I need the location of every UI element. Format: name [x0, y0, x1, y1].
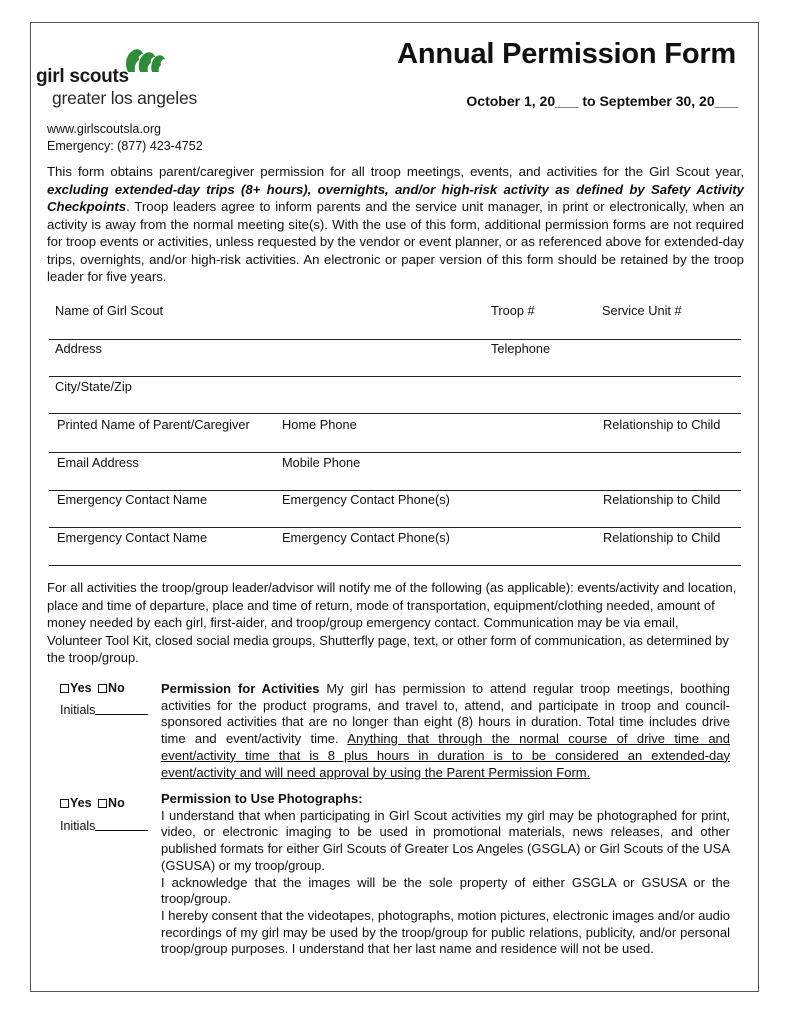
field-line-address[interactable]: [49, 376, 741, 377]
photos-no-checkbox[interactable]: [98, 799, 107, 808]
label-parent-name: Printed Name of Parent/Caregiver: [57, 417, 250, 432]
field-line-city[interactable]: [49, 413, 741, 414]
activities-no-checkbox[interactable]: [98, 684, 107, 693]
activities-permission-text: [161, 681, 730, 781]
girl-scouts-logo: [36, 44, 226, 110]
label-troop: Troop #: [491, 303, 535, 318]
intro-emphasis: excluding extended-day trips (8+ hours), overnights, and/or high-risk activity as defined by Safety Activity Checkpoints: [47, 181, 744, 214]
initials-label: Initials: [60, 819, 96, 833]
photos-paragraph-2: I acknowledge that the images will be the sole property of either GSGLA or GSUSA or the troop/group.: [161, 874, 730, 907]
label-email: Email Address: [57, 455, 139, 470]
photos-initials: [60, 819, 148, 833]
contact-info: [47, 121, 203, 155]
label-emergency-name-1: Emergency Contact Name: [57, 492, 208, 507]
activities-initials: [60, 703, 148, 717]
intro-part2: . Troop leaders agree to inform parents and the service unit manager, in print or electronically, when an activity is away from the normal meeting site(s). With the use of this form, additional permission forms are not required for troop events or activities, unless requested by the vendor or event planner, or as referenced above for extended-day trips, overnights, and/or high-risk activities. An electronic or paper version of this form should be retained by the troop leader for five years.: [47, 199, 744, 284]
label-emergency-phone-2: Emergency Contact Phone(s): [282, 530, 450, 545]
emergency-phone-text: Emergency: (877) 423-4752: [47, 139, 203, 153]
photos-initials-field[interactable]: [95, 819, 148, 831]
label-relationship-parent: Relationship to Child: [603, 417, 721, 432]
label-relationship-1: Relationship to Child: [603, 492, 721, 507]
label-city: City/State/Zip: [55, 379, 132, 394]
photos-heading: Permission to Use Photographs:: [161, 791, 363, 806]
activities-yes-no: [60, 681, 125, 695]
field-line-girl-name[interactable]: [49, 339, 741, 340]
photos-yes-no: [60, 796, 125, 810]
label-emergency-phone-1: Emergency Contact Phone(s): [282, 492, 450, 507]
label-service-unit: Service Unit #: [602, 303, 682, 318]
label-home-phone: Home Phone: [282, 417, 357, 432]
field-line-parent[interactable]: [49, 452, 741, 453]
field-line-emergency-2[interactable]: [49, 565, 741, 566]
notification-paragraph: For all activities the troop/group leader/advisor will notify me of the following (as applicable): events/activity and location, place and time of departure, place and time of return, mode of transportation, equipment/clothing needed, amount of money needed by each girl, first-aider, and troop/group emergency contact. Communication may be via email, Volunteer Tool Kit, closed social media groups, Shutterfly page, text, or other form of communication, as determined by the troop/group.: [47, 580, 737, 665]
activities-body: My girl has permission to attend regular troop meetings, boothing activities for the product programs, and travel to, attend, and participate in troop and council-sponsored activities that are no longer than eight (8) hours in duration. Total time includes drive time and event/activity time.: [161, 681, 730, 747]
activities-initials-field[interactable]: [95, 703, 148, 715]
intro-part1: This form obtains parent/caregiver permission for all troop meetings, events, and activities for the Girl Scout year,: [47, 164, 744, 179]
initials-label: Initials: [60, 703, 96, 717]
date-range: October 1, 20___ to September 30, 20___: [466, 93, 738, 109]
photos-paragraph-3: I hereby consent that the videotapes, photographs, motion pictures, electronic images and/or audio recordings of my girl may be used by the troop/group for public relations, publicity, and/or personal troop/group purposes. I understand that her last name and residence will not be used.: [161, 907, 730, 957]
field-line-email[interactable]: [49, 490, 741, 491]
logo-text-council: greater los angeles: [52, 88, 198, 108]
photos-paragraph-1: I understand that when participating in Girl Scout activities my girl may be photographed for print, video, or electronic imaging to be used in promotional materials, news releases, and other published formats for either Girl Scouts of Greater Los Angeles (GSGLA) or Girl Scouts of the USA (GSUSA) or my troop/group.: [161, 807, 730, 873]
photos-permission-text: [161, 791, 730, 958]
activities-heading: Permission for Activities: [161, 681, 320, 696]
activities-yes-checkbox[interactable]: [60, 684, 69, 693]
label-address: Address: [55, 341, 102, 356]
label-girl-name: Name of Girl Scout: [55, 303, 164, 318]
intro-paragraph: [47, 163, 744, 286]
yes-label: Yes: [70, 796, 92, 810]
no-label: No: [108, 681, 125, 695]
website-text: www.girlscoutsla.org: [47, 122, 161, 136]
photos-yes-checkbox[interactable]: [60, 799, 69, 808]
field-line-emergency-1[interactable]: [49, 527, 741, 528]
no-label: No: [108, 796, 125, 810]
form-title: Annual Permission Form: [397, 38, 736, 70]
label-telephone: Telephone: [491, 341, 551, 356]
logo-text-girl-scouts: girl scouts: [36, 66, 129, 87]
label-relationship-2: Relationship to Child: [603, 530, 721, 545]
label-emergency-name-2: Emergency Contact Name: [57, 530, 208, 545]
yes-label: Yes: [70, 681, 92, 695]
activities-underlined: Anything that through the normal course of drive time and event/activity time that is 8 plus hours in duration is to be considered an extended-day event/activity and will need approval by using the Parent Permission Form.: [161, 731, 731, 780]
label-mobile-phone: Mobile Phone: [282, 455, 361, 470]
